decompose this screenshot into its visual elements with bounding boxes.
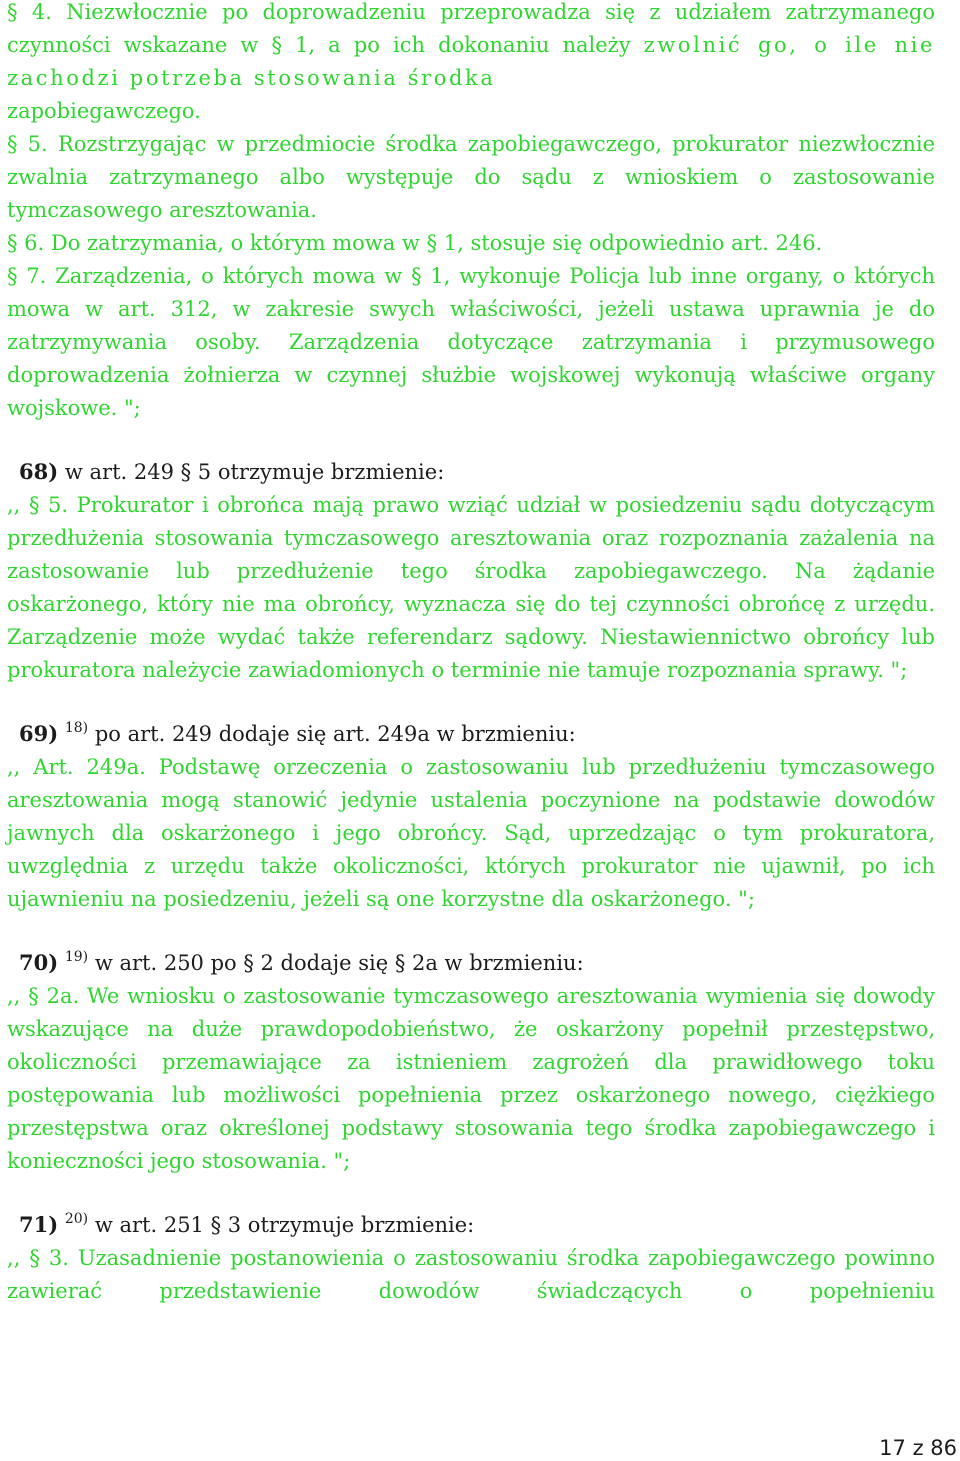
item-70-heading: [7, 946, 935, 980]
item-69-footnote-ref: 18): [64, 720, 89, 736]
item-70-text: ,, § 2a. We wniosku o zastosowanie tymczasowego aresztowania wymienia się dowody wskazujące na duże prawdopodobieństwo, że oskarżony popełnił przestępstwo, okoliczności przemawiające za istnieniem zagrożeń dla prawidłowego toku postępowania lub możliwości popełnienia przez oskarżonego nowego, ciężkiego przestępstwa oraz określonej podstawy stosowania tego środka zapobiegawczego i konieczności jego stosowania. ";: [7, 984, 935, 1173]
spacer: [7, 687, 935, 717]
section-6-text: § 6. Do zatrzymania, o którym mowa w § 1, stosuje się odpowiednio art. 246.: [7, 231, 823, 255]
section-4-line-3: zapobiegawczego.: [7, 99, 201, 123]
item-70-footnote-ref: 19): [64, 949, 89, 965]
item-71-number: 71): [19, 1212, 59, 1237]
page-number: 17 z 86: [879, 1436, 957, 1460]
item-70-number: 70): [19, 950, 59, 975]
item-68-text: ,, § 5. Prokurator i obrońca mają prawo wziąć udział w posiedzeniu sądu dotyczącym przedłużenia stosowania tymczasowego aresztowania oraz rozpoznania zażalenia na zastosowanie lub przedłużenie tego środka zapobiegawczego. Na żądanie oskarżonego, który nie ma obrońcy, wyznacza się do tej czynności obrońcę z urzędu. Zarządzenie może wydać także referendarz sądowy. Niestawiennictwo obrońcy lub prokuratora należycie zawiadomionych o terminie nie tamuje rozpoznania sprawy. ";: [7, 493, 935, 682]
section-4-line-1: § 4. Niezwłocznie po doprowadzeniu przeprowadza się z udziałem zatrzymanego czynności wskazane w § 1, a po ich dokonaniu należy: [7, 0, 935, 57]
item-68-number: 68): [19, 459, 59, 484]
section-4-line-2: zwolnić go, o ile nie zachodzi potrzeba stosowania środka: [7, 33, 935, 90]
item-69-heading: [7, 717, 935, 751]
item-71-heading-text: w art. 251 § 3 otrzymuje brzmienie:: [94, 1213, 475, 1237]
section-4-text: [7, 0, 935, 128]
item-71-heading: [7, 1208, 935, 1242]
item-68-heading-text: w art. 249 § 5 otrzymuje brzmienie:: [64, 460, 445, 484]
item-69-heading-text: po art. 249 dodaje się art. 249a w brzmieniu:: [94, 722, 576, 746]
item-70-heading-text: w art. 250 po § 2 dodaje się § 2a w brzmieniu:: [94, 951, 584, 975]
item-69-text: ,, Art. 249a. Podstawę orzeczenia o zastosowaniu lub przedłużeniu tymczasowego aresztowania mogą stanowić jedynie ustalenia poczynione na podstawie dowodów jawnych dla oskarżonego i jego obrońcy. Sąd, uprzedzając o tym prokuratora, uwzględnia z urzędu także okoliczności, których prokurator nie ujawnił, po ich ujawnieniu na posiedzeniu, jeżeli są one korzystne dla oskarżonego. ";: [7, 755, 935, 911]
item-69-number: 69): [19, 721, 59, 746]
spacer: [7, 1178, 935, 1208]
spacer: [7, 916, 935, 946]
spacer: [7, 425, 935, 455]
item-68-heading: [7, 455, 935, 489]
document-page: [7, 0, 935, 1308]
section-7-text: § 7. Zarządzenia, o których mowa w § 1, wykonuje Policja lub inne organy, o których mowa w art. 312, w zakresie swych właściwości, jeżeli ustawa uprawnia je do zatrzymywania osoby. Zarządzenia dotyczące zatrzymania i przymusowego doprowadzenia żołnierza w czynnej służbie wojskowej wykonują właściwe organy wojskowe. ";: [7, 264, 935, 420]
item-71-text: ,, § 3. Uzasadnienie postanowienia o zastosowaniu środka zapobiegawczego powinno zawierać przedstawienie dowodów świadczących o popełnieniu: [7, 1246, 935, 1303]
section-5-text: § 5. Rozstrzygając w przedmiocie środka zapobiegawczego, prokurator niezwłocznie zwalnia zatrzymanego albo występuje do sądu z wnioskiem o zastosowanie tymczasowego aresztowania.: [7, 132, 935, 222]
item-71-footnote-ref: 20): [64, 1211, 89, 1227]
